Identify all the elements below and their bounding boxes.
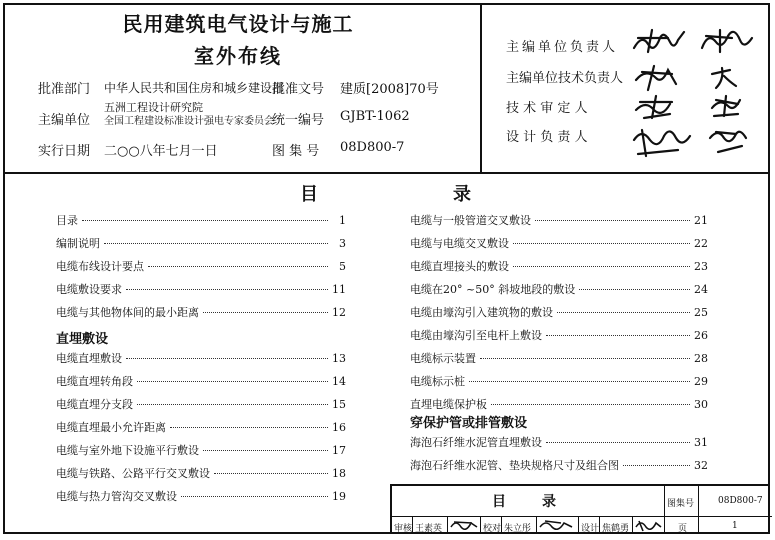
role-chief-unit-head: 主编单位负责人 — [506, 40, 619, 55]
toc-entry[interactable]: 电缆在20° ~50° 斜坡地段的敷设 24 — [410, 283, 708, 296]
review-name: 王素英 — [415, 524, 443, 534]
impl-date-label: 实行日期 — [38, 144, 91, 159]
unified-no-value: GJBT-1062 — [340, 109, 410, 124]
approval-dept-value: 中华人民共和国住房和城乡建设部 — [104, 81, 285, 95]
review-label: 审核 — [394, 524, 413, 534]
role-chief-unit-tech-head: 主编单位技术负责人 — [506, 71, 624, 86]
toc-entry[interactable]: 海泡石纤维水泥管直埋敷设 31 — [410, 436, 708, 449]
unified-no-label: 统一编号 — [272, 113, 325, 128]
document-subtitle: 室外布线 — [194, 44, 282, 68]
toc-entry[interactable]: 电缆由壕沟引至电杆上敷设 26 — [410, 329, 708, 342]
editor-unit-value-1: 五洲工程设计研究院 — [104, 101, 203, 114]
toc-entry[interactable]: 电缆布线设计要点 5 — [56, 260, 346, 273]
editor-unit-label: 主编单位 — [38, 113, 91, 128]
header-vertical-divider — [480, 3, 482, 172]
toc-entry[interactable]: 电缆直埋最小允许距离 16 — [56, 421, 346, 434]
title-block-name-right: 录 — [542, 494, 556, 510]
design-signature-image — [633, 517, 664, 533]
approval-doc-value: 建质[2008]70号 — [340, 82, 439, 97]
approval-doc-label: 批准文号 — [272, 82, 325, 97]
check-signature-image — [537, 517, 577, 533]
toc-entry[interactable]: 电缆直埋接头的敷设 23 — [410, 260, 708, 273]
document-title: 民用建筑电气设计与施工 — [122, 12, 354, 36]
page-label: 页 — [678, 524, 688, 534]
page-value: 1 — [732, 521, 738, 531]
toc-entry[interactable]: 电缆直埋转角段 14 — [56, 375, 346, 388]
atlas-no-value: 08D800-7 — [340, 140, 405, 155]
design-name: 焦鹤勇 — [602, 524, 630, 534]
header-divider — [3, 172, 770, 174]
toc-entry[interactable]: 电缆敷设要求 11 — [56, 283, 346, 296]
role-technical-reviewer: 技 术 审 定 人 — [506, 101, 588, 116]
toc-entry[interactable]: 电缆直埋分支段 15 — [56, 398, 346, 411]
toc-entry[interactable]: 编制说明 3 — [56, 237, 346, 250]
toc-entry[interactable]: 目录 1 — [56, 214, 346, 227]
role-design-lead: 设 计 负 责 人 — [506, 130, 588, 145]
toc-entry[interactable]: 电缆由壕沟引入建筑物的敷设 25 — [410, 306, 708, 319]
check-label: 校对 — [483, 524, 502, 534]
toc-entry[interactable]: 电缆与铁路、公路平行交叉敷设 18 — [56, 467, 346, 480]
toc-entry[interactable]: 直埋电缆保护板 30 — [410, 398, 708, 411]
title-block — [390, 484, 770, 534]
impl-date-value: 二○○八年七月一日 — [104, 144, 218, 159]
toc-entry[interactable]: 电缆与热力管沟交叉敷设 19 — [56, 490, 346, 503]
toc-heading-right: 录 — [453, 184, 471, 205]
toc-entry[interactable]: 电缆与电缆交叉敷设 22 — [410, 237, 708, 250]
editor-unit-value-2: 全国工程建设标准设计强电专家委员会 — [104, 116, 274, 127]
toc-entry[interactable]: 电缆标示桩 29 — [410, 375, 708, 388]
atlas-no-label: 图 集 号 — [272, 144, 320, 159]
title-block-name-left: 目 — [492, 494, 506, 510]
check-name: 朱立彤 — [504, 524, 532, 534]
toc-left-column — [56, 213, 346, 505]
signatures-image — [628, 18, 768, 168]
toc-entry[interactable]: 电缆与一般管道交叉敷设 21 — [410, 214, 708, 227]
toc-entry[interactable]: 海泡石纤维水泥管、垫块规格尺寸及组合图 32 — [410, 459, 708, 472]
toc-section-protective-pipe: 穿保护管或排管敷设 — [410, 416, 528, 431]
toc-entry[interactable]: 电缆与室外地下设施平行敷设 17 — [56, 444, 346, 457]
toc-entry[interactable]: 电缆与其他物体间的最小距离 12 — [56, 306, 346, 319]
review-signature-image — [448, 517, 480, 533]
toc-right-column — [410, 213, 708, 474]
title-block-atlas-label: 图集号 — [667, 499, 695, 509]
design-label: 设计 — [581, 524, 600, 534]
title-block-atlas-value: 08D800-7 — [718, 496, 763, 506]
toc-heading-left: 目 — [300, 184, 318, 205]
toc-section-direct-burial: 直埋敷设 — [56, 332, 109, 347]
approval-dept-label: 批准部门 — [38, 82, 91, 97]
toc-entry[interactable]: 电缆标示装置 28 — [410, 352, 708, 365]
toc-entry[interactable]: 电缆直埋敷设 13 — [56, 352, 346, 365]
